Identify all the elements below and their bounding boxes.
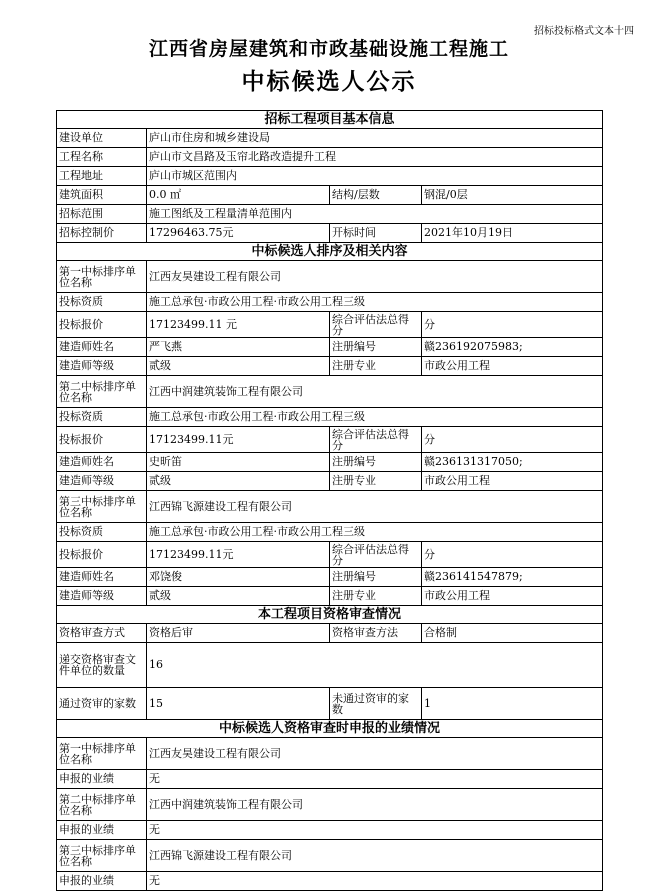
construction-unit-value: 庐山市住房和城乡建设局 [147,129,603,148]
field-label: 建造师等级 [57,357,147,376]
candidate-company: 江西锦飞源建设工程有限公司 [147,840,603,872]
field-label: 注册专业 [330,472,422,491]
rank-label: 第一中标排序单位名称 [57,261,147,293]
architect-name-value: 邓饶俊 [147,568,330,587]
field-label: 注册编号 [330,568,422,587]
field-label: 建造师等级 [57,587,147,606]
bid-price-value: 17123499.11元 [147,427,330,453]
field-label: 建造师姓名 [57,453,147,472]
field-label: 未通过资审的家数 [330,688,422,720]
review-method-value: 合格制 [422,624,603,643]
rank-label: 第二中标排序单位名称 [57,789,147,821]
review-mode-value: 资格后审 [147,624,330,643]
section-header-performance: 中标候选人资格审查时申报的业绩情况 [57,720,603,738]
field-label: 工程名称 [57,148,147,167]
qualification-value: 施工总承包·市政公用工程·市政公用工程三级 [147,293,603,312]
reg-no-value: 赣236192075983; [422,338,603,357]
architect-name-value: 史昕笛 [147,453,330,472]
rank-label: 第三中标排序单位名称 [57,840,147,872]
field-label: 申报的业绩 [57,770,147,789]
document-template-label: 招标投标格式文本十四 [534,26,634,37]
candidate-company: 江西友昊建设工程有限公司 [147,261,603,293]
performance-value: 无 [147,770,603,789]
scope-value: 施工图纸及工程量清单范围内 [147,205,603,224]
bid-price-value: 17123499.11元 [147,542,330,568]
field-label: 投标资质 [57,523,147,542]
field-label: 投标报价 [57,312,147,338]
architect-level-value: 贰级 [147,587,330,606]
field-label: 建筑面积 [57,186,147,205]
field-label: 投标报价 [57,427,147,453]
field-label: 注册专业 [330,587,422,606]
architect-level-value: 贰级 [147,472,330,491]
rank-label: 第二中标排序单位名称 [57,376,147,408]
failed-count-value: 1 [422,688,603,720]
candidate-company: 江西锦飞源建设工程有限公司 [147,491,603,523]
section-header-review: 本工程项目资格审查情况 [57,606,603,624]
field-label: 建造师姓名 [57,338,147,357]
reg-major-value: 市政公用工程 [422,587,603,606]
field-label: 综合评估法总得分 [330,542,422,568]
qualification-value: 施工总承包·市政公用工程·市政公用工程三级 [147,523,603,542]
reg-major-value: 市政公用工程 [422,472,603,491]
field-label: 综合评估法总得分 [330,427,422,453]
field-label: 综合评估法总得分 [330,312,422,338]
performance-value: 无 [147,821,603,840]
performance-value: 无 [147,872,603,891]
structure-value: 钢混/0层 [422,186,603,205]
field-label: 投标资质 [57,293,147,312]
document-title: 江西省房屋建筑和市政基础设施工程施工 [148,38,509,60]
field-label: 递交资格审查文件单位的数量 [57,643,147,688]
field-label: 资格审查方式 [57,624,147,643]
field-label: 招标范围 [57,205,147,224]
score-value: 分 [422,542,603,568]
field-label: 建设单位 [57,129,147,148]
architect-name-value: 严飞燕 [147,338,330,357]
area-value: 0.0 ㎡ [147,186,330,205]
project-name-value: 庐山市文昌路及玉帘北路改造提升工程 [147,148,603,167]
rank-label: 第一中标排序单位名称 [57,738,147,770]
passed-count-value: 15 [147,688,330,720]
rank-label: 第三中标排序单位名称 [57,491,147,523]
field-label: 通过资审的家数 [57,688,147,720]
open-time-value: 2021年10月19日 [422,224,603,243]
field-label: 工程地址 [57,167,147,186]
candidate-company: 江西中润建筑装饰工程有限公司 [147,376,603,408]
submitted-count-value: 16 [147,643,603,688]
score-value: 分 [422,312,603,338]
field-label: 申报的业绩 [57,821,147,840]
field-label: 建造师姓名 [57,568,147,587]
reg-major-value: 市政公用工程 [422,357,603,376]
section-header-candidates: 中标候选人排序及相关内容 [57,243,603,261]
candidate-company: 江西中润建筑装饰工程有限公司 [147,789,603,821]
score-value: 分 [422,427,603,453]
field-label: 资格审查方法 [330,624,422,643]
field-label: 申报的业绩 [57,872,147,891]
bid-price-value: 17123499.11 元 [147,312,330,338]
reg-no-value: 赣236141547879; [422,568,603,587]
field-label: 招标控制价 [57,224,147,243]
qualification-value: 施工总承包·市政公用工程·市政公用工程三级 [147,408,603,427]
document-subtitle: 中标候选人公示 [241,68,417,95]
field-label: 建造师等级 [57,472,147,491]
project-address-value: 庐山市城区范围内 [147,167,603,186]
field-label: 注册专业 [330,357,422,376]
field-label: 投标报价 [57,542,147,568]
field-label: 投标资质 [57,408,147,427]
field-label: 结构/层数 [330,186,422,205]
field-label: 注册编号 [330,453,422,472]
field-label: 注册编号 [330,338,422,357]
control-price-value: 17296463.75元 [147,224,330,243]
candidate-company: 江西友昊建设工程有限公司 [147,738,603,770]
announcement-table [56,110,603,891]
section-header-basic-info: 招标工程项目基本信息 [57,111,603,129]
architect-level-value: 贰级 [147,357,330,376]
field-label: 开标时间 [330,224,422,243]
reg-no-value: 赣236131317050; [422,453,603,472]
